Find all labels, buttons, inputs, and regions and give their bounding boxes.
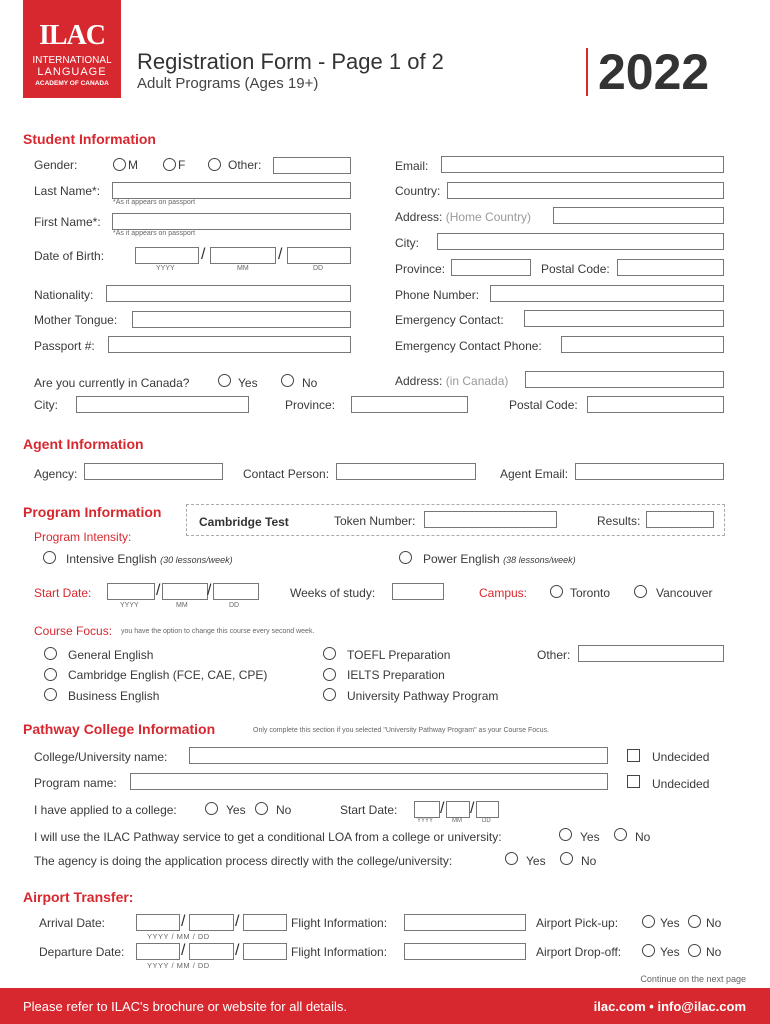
vancouver-radio[interactable] [634, 585, 647, 598]
applied-question: I have applied to a college: [34, 803, 177, 817]
token-number-label: Token Number: [334, 514, 416, 528]
agent-email-input[interactable] [575, 463, 724, 480]
loa-yes-radio[interactable] [559, 828, 572, 841]
passport-input[interactable] [108, 336, 351, 353]
footer-right-text[interactable]: ilac.com • info@ilac.com [593, 999, 746, 1014]
pathway-slash-1: / [440, 800, 445, 817]
intensive-english-text: Intensive English [66, 552, 157, 566]
canada-province-label: Province: [285, 398, 336, 412]
email-input[interactable] [441, 156, 724, 173]
pathway-start-mm[interactable] [446, 801, 470, 818]
loa-yes-label: Yes [580, 830, 600, 844]
agency-process-yes-label: Yes [526, 854, 546, 868]
vancouver-label: Vancouver [656, 586, 713, 600]
city-label: City: [395, 236, 419, 250]
nationality-input[interactable] [106, 285, 351, 302]
page-title: Registration Form - Page 1 of 2 [137, 49, 444, 74]
dob-mm-input[interactable] [210, 247, 276, 264]
loa-question: I will use the ILAC Pathway service to get a conditional LOA from a college or university: [34, 830, 502, 844]
arrival-yyyy-input[interactable] [136, 914, 180, 931]
canada-address-note: (in Canada) [445, 374, 509, 388]
dropoff-yes-label: Yes [660, 945, 680, 959]
phone-label: Phone Number: [395, 288, 480, 302]
college-undecided-checkbox[interactable] [627, 749, 640, 762]
program-undecided-checkbox[interactable] [627, 775, 640, 788]
dob-dd-hint: DD [313, 265, 324, 272]
departure-flight-label: Flight Information: [291, 945, 388, 959]
student-heading: Student Information [23, 131, 156, 147]
dob-yyyy-input[interactable] [135, 247, 199, 264]
pathway-dd-hint: DD [482, 818, 491, 824]
emergency-contact-input[interactable] [524, 310, 724, 327]
applied-yes-radio[interactable] [205, 802, 218, 815]
departure-date-hint: YYYY / MM / DD [147, 961, 210, 970]
pathway-start-dd[interactable] [476, 801, 499, 818]
arrival-flight-input[interactable] [404, 914, 526, 931]
last-name-input[interactable] [112, 182, 351, 199]
upp-label: University Pathway Program [347, 689, 499, 703]
logo-mark: ILAC [38, 20, 105, 51]
college-name-input[interactable] [189, 747, 608, 764]
cambridge-english-label: Cambridge English (FCE, CAE, CPE) [68, 668, 268, 682]
in-canada-no-radio[interactable] [281, 374, 294, 387]
dob-dd-input[interactable] [287, 247, 351, 264]
agency-process-question: The agency is doing the application process directly with the college/university: [34, 854, 453, 868]
power-english-label [423, 552, 576, 567]
canada-postal-input[interactable] [587, 396, 724, 413]
toronto-label: Toronto [570, 586, 611, 600]
dob-yyyy-hint: YYYY [156, 265, 175, 272]
gender-f-label: F [178, 158, 186, 172]
applied-no-radio[interactable] [255, 802, 268, 815]
airport-heading: Airport Transfer: [23, 889, 134, 905]
general-english-label: General English [68, 648, 154, 662]
last-name-hint: *As it appears on passport [113, 199, 196, 206]
agency-label: Agency: [34, 467, 78, 481]
power-english-radio[interactable] [399, 551, 412, 564]
pathway-slash-2: / [470, 800, 475, 817]
power-english-note: (38 lessons/week) [503, 555, 576, 565]
dropoff-no-radio[interactable] [688, 944, 701, 957]
agency-process-no-radio[interactable] [560, 852, 573, 865]
home-address-note: (Home Country) [445, 210, 532, 224]
start-date-label: Start Date: [34, 586, 92, 600]
applied-no-label: No [276, 803, 292, 817]
pathway-start-label: Start Date: [340, 803, 398, 817]
gender-m-label: M [128, 158, 138, 172]
start-slash-2: / [207, 582, 212, 599]
weeks-label: Weeks of study: [290, 586, 376, 600]
departure-label: Departure Date: [39, 945, 125, 959]
other-focus-label: Other: [537, 648, 571, 662]
program-name-label: Program name: [34, 776, 117, 790]
college-name-label: College/University name: [34, 750, 168, 764]
loa-no-radio[interactable] [614, 828, 627, 841]
program-intensity-label: Program Intensity: [34, 530, 132, 544]
home-address-label [395, 210, 531, 224]
first-name-hint: *As it appears on passport [113, 230, 196, 237]
postal-code-label: Postal Code: [541, 262, 610, 276]
year-label: 2022 [598, 44, 710, 100]
departure-slash-1: / [181, 942, 186, 959]
canada-address-text: Address: [395, 374, 443, 388]
pathway-yyyy-hint: YYYY [417, 818, 434, 824]
course-focus-label: Course Focus: [34, 624, 113, 638]
program-undecided-label: Undecided [652, 777, 710, 791]
province-label: Province: [395, 262, 446, 276]
canada-city-input[interactable] [76, 396, 249, 413]
start-dd-input[interactable] [213, 583, 259, 600]
dropoff-yes-radio[interactable] [642, 944, 655, 957]
departure-mm-input[interactable] [189, 943, 234, 960]
dob-slash-1: / [201, 246, 206, 263]
program-heading: Program Information [23, 504, 162, 520]
power-english-text: Power English [423, 552, 500, 566]
dob-slash-2: / [278, 246, 283, 263]
footer-bar [0, 988, 770, 1024]
pathway-start-yyyy[interactable] [414, 801, 440, 818]
applied-yes-label: Yes [226, 803, 246, 817]
mother-tongue-label: Mother Tongue: [34, 313, 118, 327]
mother-tongue-input[interactable] [132, 311, 351, 328]
logo-line1: INTERNATIONAL [32, 55, 112, 66]
ielts-radio[interactable] [323, 668, 336, 681]
home-address-input[interactable] [553, 207, 724, 224]
start-slash-1: / [156, 582, 161, 599]
business-english-label: Business English [68, 689, 160, 703]
pickup-label: Airport Pick-up: [536, 916, 619, 930]
other-focus-input[interactable] [578, 645, 724, 662]
general-english-radio[interactable] [44, 647, 57, 660]
pickup-no-radio[interactable] [688, 915, 701, 928]
canada-city-label: City: [34, 398, 58, 412]
emergency-contact-label: Emergency Contact: [395, 313, 504, 327]
city-input[interactable] [437, 233, 724, 250]
pickup-yes-radio[interactable] [642, 915, 655, 928]
agent-email-label: Agent Email: [500, 467, 569, 481]
postal-code-input[interactable] [617, 259, 724, 276]
dropoff-no-label: No [706, 945, 722, 959]
in-canada-yes-label: Yes [238, 376, 258, 390]
arrival-slash-2: / [235, 913, 240, 930]
arrival-dd-input[interactable] [243, 914, 287, 931]
pathway-note: Only complete this section if you selected "University Pathway Program" as your Course Focus. [253, 727, 549, 734]
gender-m-radio[interactable] [113, 158, 126, 171]
intensive-english-note: (30 lessons/week) [160, 555, 233, 565]
gender-other-label: Other: [228, 158, 262, 172]
upp-radio[interactable] [323, 688, 336, 701]
country-label: Country: [395, 184, 441, 198]
continue-note: Continue on the next page [640, 974, 746, 984]
agency-process-no-label: No [581, 854, 597, 868]
canada-address-label [395, 374, 508, 388]
ilac-logo [23, 0, 121, 98]
cambridge-english-radio[interactable] [44, 668, 57, 681]
toefl-label: TOEFL Preparation [347, 648, 451, 662]
ielts-label: IELTS Preparation [347, 668, 445, 682]
email-label: Email: [395, 159, 429, 173]
course-focus-note: you have the option to change this course every second week. [121, 628, 315, 635]
start-yyyy-hint: YYYY [120, 602, 139, 609]
agency-input[interactable] [84, 463, 223, 480]
results-input[interactable] [646, 511, 714, 528]
emergency-phone-input[interactable] [561, 336, 724, 353]
college-undecided-label: Undecided [652, 750, 710, 764]
start-mm-input[interactable] [162, 583, 208, 600]
phone-input[interactable] [490, 285, 724, 302]
toronto-radio[interactable] [550, 585, 563, 598]
token-number-input[interactable] [424, 511, 557, 528]
canada-postal-label: Postal Code: [509, 398, 578, 412]
logo-line2: LANGUAGE [37, 66, 107, 78]
cambridge-test-label: Cambridge Test [199, 515, 289, 529]
gender-other-input[interactable] [273, 157, 351, 174]
passport-label: Passport #: [34, 339, 95, 353]
arrival-date-hint: YYYY / MM / DD [147, 932, 210, 941]
last-name-label: Last Name*: [34, 184, 101, 198]
toefl-radio[interactable] [323, 647, 336, 660]
departure-flight-input[interactable] [404, 943, 526, 960]
business-english-radio[interactable] [44, 688, 57, 701]
campus-label: Campus: [479, 586, 528, 600]
agent-heading: Agent Information [23, 436, 144, 452]
dropoff-label: Airport Drop-off: [536, 945, 622, 959]
results-label: Results: [597, 514, 641, 528]
agency-process-yes-radio[interactable] [505, 852, 518, 865]
footer-left-text: Please refer to ILAC's brochure or website for all details. [23, 999, 348, 1014]
loa-no-label: No [635, 830, 651, 844]
start-dd-hint: DD [229, 602, 240, 609]
gender-other-radio[interactable] [208, 158, 221, 171]
emergency-phone-label: Emergency Contact Phone: [395, 339, 542, 353]
departure-yyyy-input[interactable] [136, 943, 180, 960]
start-mm-hint: MM [176, 602, 188, 609]
arrival-slash-1: / [181, 913, 186, 930]
weeks-input[interactable] [392, 583, 444, 600]
pathway-heading: Pathway College Information [23, 721, 216, 737]
in-canada-question: Are you currently in Canada? [34, 376, 190, 390]
canada-address-input[interactable] [525, 371, 724, 388]
start-yyyy-input[interactable] [107, 583, 155, 600]
first-name-label: First Name*: [34, 215, 101, 229]
home-address-text: Address: [395, 210, 443, 224]
logo-line3: ACADEMY OF CANADA [35, 80, 109, 87]
intensive-english-label [66, 552, 233, 567]
program-name-input[interactable] [130, 773, 608, 790]
contact-person-input[interactable] [336, 463, 476, 480]
pickup-no-label: No [706, 916, 722, 930]
nationality-label: Nationality: [34, 288, 94, 302]
in-canada-no-label: No [302, 376, 318, 390]
in-canada-yes-radio[interactable] [218, 374, 231, 387]
intensive-english-radio[interactable] [43, 551, 56, 564]
gender-label: Gender: [34, 158, 78, 172]
dob-label: Date of Birth: [34, 249, 105, 263]
pathway-mm-hint: MM [452, 818, 462, 824]
page-subtitle: Adult Programs (Ages 19+) [137, 75, 319, 92]
country-input[interactable] [447, 182, 724, 199]
departure-dd-input[interactable] [243, 943, 287, 960]
gender-f-radio[interactable] [163, 158, 176, 171]
year-divider [586, 48, 588, 96]
arrival-flight-label: Flight Information: [291, 916, 388, 930]
first-name-input[interactable] [112, 213, 351, 230]
departure-slash-2: / [235, 942, 240, 959]
canada-province-input[interactable] [351, 396, 468, 413]
contact-person-label: Contact Person: [243, 467, 330, 481]
arrival-label: Arrival Date: [39, 916, 106, 930]
province-input[interactable] [451, 259, 531, 276]
pickup-yes-label: Yes [660, 916, 680, 930]
dob-mm-hint: MM [237, 265, 249, 272]
arrival-mm-input[interactable] [189, 914, 234, 931]
